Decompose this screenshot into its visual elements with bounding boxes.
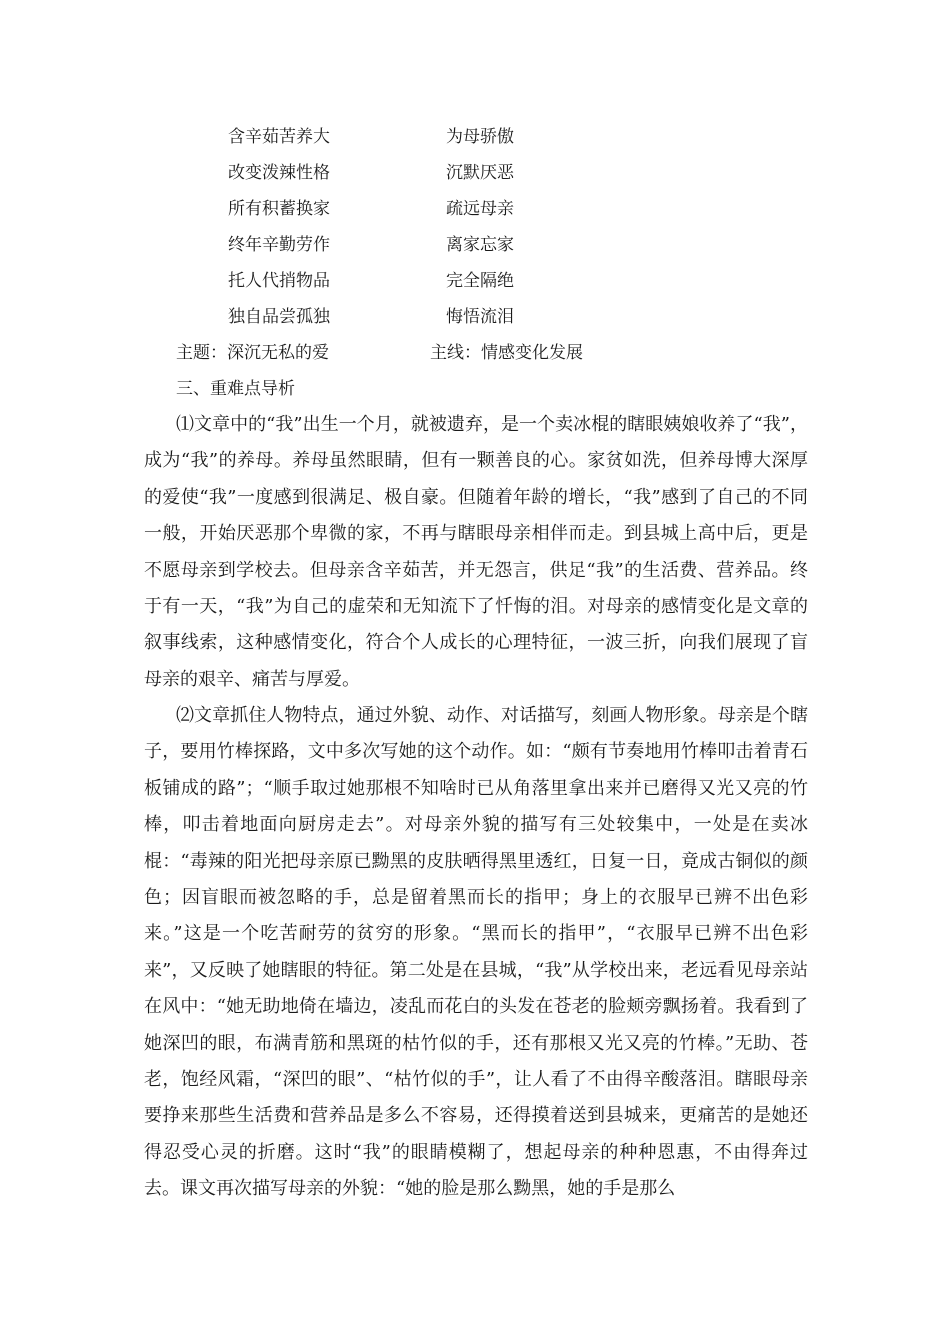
section-heading: 三、重难点导析 — [176, 379, 295, 399]
mainline-text: 主线：情感变化发展 — [430, 343, 583, 363]
pair-left-text: 改变泼辣性格 — [228, 163, 330, 183]
pair-left-text: 终年辛勤劳作 — [228, 235, 330, 255]
pair-right-text: 疏远母亲 — [446, 199, 514, 219]
analysis-paragraph-2: ⑵文章抓住人物特点，通过外貌、动作、对话描写，刻画人物形象。母亲是个瞎子，要用竹棒探路，文中多次写她的这个动作。如：“颇有节奏地用竹棒叩击着青石板铺成的路”；“顺手取过她那根不知啥时已从角落里拿出来并已磨得又光又亮的竹棒，叩击着地面向厨房走去”。对母亲外貌的描写有三处较集中，一处是在卖冰棍：“毒辣的阳光把母亲原已黝黑的皮肤晒得黑里透红，日复一日，竟成古铜似的颜色；因盲眼而被忽略的手，总是留着黑而长的指甲；身上的衣服早已辨不出色彩来。”这是一个吃苦耐劳的贫穷的形象。“黑而长的指甲”，“衣服早已辨不出色彩来”，又反映了她瞎眼的特征。第二处是在县城，“我”从学校出来，老远看见母亲站在风中：“她无助地倚在墙边，凌乱而花白的头发在苍老的脸颊旁飘扬着。我看到了她深凹的眼，布满青筋和黑斑的枯竹似的手，还有那根又光又亮的竹棒。”无助、苍老，饱经风霜，“深凹的眼”、“枯竹似的手”，让人看了不由得辛酸落泪。瞎眼母亲要挣来那些生活费和营养品是多么不容易，还得摸着送到县城来，更痛苦的是她还得忍受心灵的折磨。这时“我”的眼睛模糊了，想起母亲的种种恩惠，不由得奔过去。课文再次描写母亲的外貌：“她的脸是那么黝黑，她的手是那么 — [144, 705, 808, 1200]
pair-right-text: 悔悟流泪 — [446, 307, 514, 327]
pair-left-text: 所有积蓄换家 — [228, 199, 330, 219]
theme-text: 主题：深沉无私的爱 — [176, 343, 329, 363]
pair-right-text: 为母骄傲 — [446, 127, 514, 147]
pair-right-text: 沉默厌恶 — [446, 163, 514, 183]
pair-right-text: 完全隔绝 — [446, 271, 514, 291]
pair-right-text: 离家忘家 — [446, 235, 514, 255]
pair-left-text: 独自品尝孤独 — [228, 307, 330, 327]
analysis-paragraph-1: ⑴文章中的“我”出生一个月，就被遗弃，是一个卖冰棍的瞎眼姨娘收养了“我”，成为“我”的养母。养母虽然眼睛，但有一颗善良的心。家贫如洗，但养母博大深厚的爱使“我”一度感到很满足、极自豪。但随着年龄的增长，“我”感到了自己的不同一般，开始厌恶那个卑微的家，不再与瞎眼母亲相伴而走。到县城上高中后，更是不愿母亲到学校去。但母亲含辛茹苦，并无怨言，供足“我”的生活费、营养品。终于有一天，“我”为自己的虚荣和无知流下了忏悔的泪。对母亲的感情变化是文章的叙事线索，这种感情变化，符合个人成长的心理特征，一波三折，向我们展现了盲母亲的艰辛、痛苦与厚爱。 — [144, 414, 808, 690]
pair-left-text: 托人代捎物品 — [228, 271, 330, 291]
pair-left-text: 含辛茹苦养大 — [228, 127, 330, 147]
